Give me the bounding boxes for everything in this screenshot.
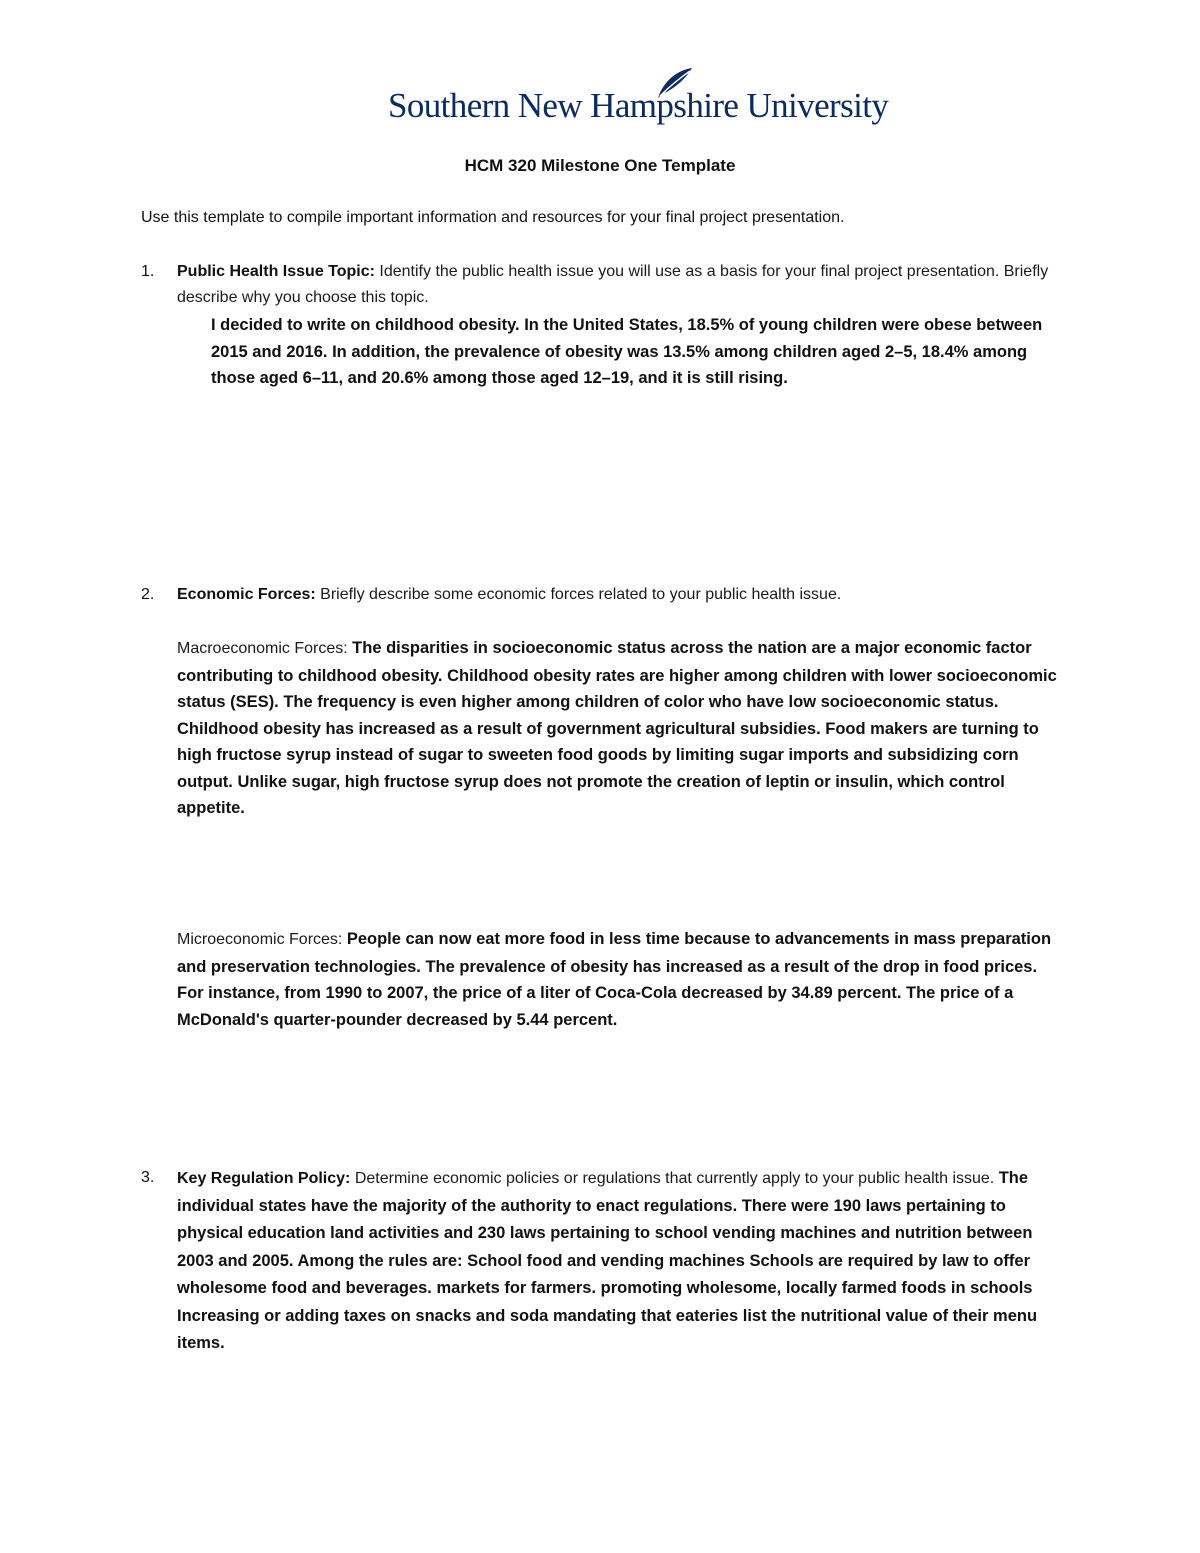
section-prompt: Briefly describe some economic forces related to your public health issue. — [320, 586, 842, 603]
section-label: Economic Forces: — [177, 586, 321, 603]
list-number: 3. — [141, 1169, 155, 1186]
section-prompt: Identify the public health issue you will use as a basis for your final project presentation. Briefly describe why you choose this topic. — [177, 263, 1049, 306]
macroeconomic-forces — [177, 635, 1067, 822]
section-label: Public Health Issue Topic: — [177, 263, 380, 280]
document-title: HCM 320 Milestone One Template — [464, 156, 736, 175]
macroeconomic-label: Macroeconomic Forces: — [177, 640, 353, 657]
microeconomic-answer: People can now eat more food in less time because to advancements in mass preparation and preservation technologies. The prevalence of obesity has increased as a result of the drop in food prices. For instance, from 1990 to 2007, the price of a liter of Coca-Cola decreased by 34.89 percent. The price of a McDonald's quarter-pounder decreased by 5.44 percent. — [177, 930, 1052, 1029]
public-health-answer: I decided to write on childhood obesity. In the United States, 18.5% of young children were obese between 2015 and 2016. In addition, the prevalence of obesity was 13.5% among children aged 2–5, 18.4% among those aged 6–11, and 20.6% among those aged 12–19, and it is still rising. — [211, 316, 1043, 387]
microeconomic-forces — [177, 926, 1067, 1033]
section-prompt: Determine economic policies or regulations that currently apply to your public health issue. — [354, 1170, 999, 1187]
microeconomic-label: Microeconomic Forces: — [177, 931, 347, 948]
intro-text: Use this template to compile important information and resources for your final project presentation. — [141, 209, 845, 226]
list-number: 1. — [141, 263, 155, 280]
macroeconomic-answer: The disparities in socioeconomic status across the nation are a major economic factor contributing to childhood obesity. Childhood obesity rates are higher among children with lower socioeconomic status (SES). The frequency is even higher among children of color who have low socioeconomic status. Childhood obesity has increased as a result of government agricultural subsidies. Food makers are turning to high fructose syrup instead of sugar to sweeten food goods by limiting sugar imports and subsidizing corn output. Unlike sugar, high fructose syrup does not promote the creation of leptin or insulin, which control appetite. — [177, 639, 1057, 817]
section-label: Key Regulation Policy: — [177, 1170, 355, 1187]
university-logo-text: Southern New Hampshire University — [388, 86, 889, 125]
university-logo — [388, 66, 889, 136]
regulation-answer: The individual states have the majority of the authority to enact regulations. There were 190 laws pertaining to physical education land activities and 230 laws pertaining to school vending machines and nutrition between 2003 and 2005. Among the rules are: School food and vending machines Schools are required by law to offer wholesome food and beverages. markets for farmers. promoting wholesome, locally farmed foods in schools Increasing or adding taxes on snacks and soda mandating that eateries list the nutritional value of their menu items. — [177, 1169, 1038, 1352]
list-number: 2. — [141, 586, 155, 603]
